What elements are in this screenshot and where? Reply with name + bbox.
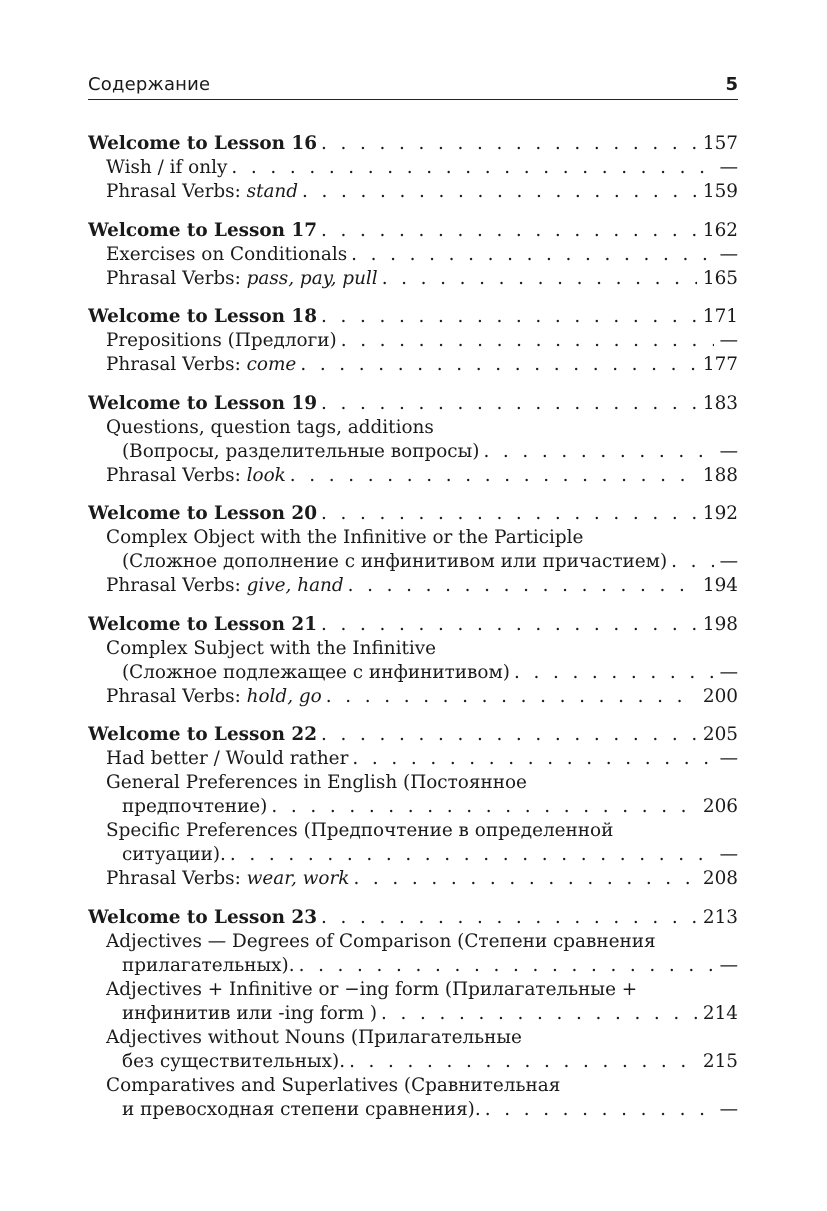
toc-lesson-title [88, 305, 738, 329]
toc-entry-text: и превосходная степени сравнения). [122, 1098, 481, 1120]
toc-entry-text: Adjectives without Nouns (Прилагательные [106, 1026, 522, 1048]
toc-entry-text: ситуации). [122, 844, 226, 865]
dot-leader [349, 867, 696, 891]
dot-leader [322, 685, 697, 709]
toc-entry [88, 685, 738, 709]
toc-lesson-title [88, 219, 738, 243]
toc-entry-text: Prepositions (Предлоги) [106, 330, 337, 351]
dot-leader [317, 305, 697, 329]
running-header [88, 74, 738, 100]
toc-lesson-title [88, 132, 738, 156]
toc-entry-text: предпочтение) [122, 796, 268, 817]
toc-page-number: — [719, 954, 738, 976]
toc-page-number: 215 [702, 1050, 738, 1072]
toc-entry-label [106, 819, 613, 843]
toc-entry-emphasis: give, hand [246, 575, 344, 596]
toc-entry [88, 550, 738, 574]
dot-leader [267, 795, 697, 819]
toc-entry-emphasis: hold, go [246, 685, 322, 707]
toc-page-number: 214 [702, 1002, 738, 1024]
table-of-contents [88, 132, 738, 1136]
toc-entry-label [106, 1074, 560, 1098]
toc-entry [88, 267, 738, 291]
toc-entry-label [88, 305, 317, 329]
toc-lesson-title [88, 906, 738, 930]
toc-entry-label [122, 1098, 481, 1122]
toc-entry-label [106, 267, 378, 291]
toc-entry-text: Welcome to Lesson 18 [88, 306, 318, 327]
dot-leader [317, 906, 697, 930]
toc-group [88, 219, 738, 291]
dot-leader [317, 613, 697, 637]
toc-entry-text: Phrasal Verbs: [106, 354, 247, 375]
toc-entry-text: Phrasal Verbs: [106, 464, 247, 486]
dot-leader [296, 353, 697, 377]
toc-entry-text: Had better / Would rather [106, 748, 349, 769]
toc-entry [88, 795, 738, 819]
toc-entry [88, 867, 738, 891]
toc-entry-label [122, 954, 295, 978]
toc-page-number: — [719, 1098, 738, 1120]
toc-entry-text: без существительных). [122, 1050, 346, 1072]
dot-leader [317, 723, 697, 747]
toc-entry [88, 1026, 738, 1050]
toc-page-number: 177 [702, 354, 738, 375]
toc-entry-text: (Сложное подлежащее с инфинитивом) [122, 661, 510, 683]
toc-entry-label [88, 906, 317, 930]
toc-page-number: 198 [702, 613, 738, 635]
dot-leader [317, 392, 697, 416]
toc-entry-text: Phrasal Verbs: [106, 685, 247, 707]
toc-page-number: 183 [702, 392, 738, 414]
toc-entry-text: Complex Subject with the Infinitive [106, 637, 436, 659]
toc-entry-label [106, 771, 527, 795]
toc-page-number: 208 [702, 868, 738, 889]
toc-entry-text: Welcome to Lesson 20 [88, 503, 318, 524]
header-page-number: 5 [725, 74, 738, 95]
toc-page-number: — [719, 551, 738, 572]
toc-entry [88, 978, 738, 1002]
toc-entry-label [106, 867, 349, 891]
dot-leader [337, 329, 714, 353]
toc-entry-text: инфинитив или -ing form ) [122, 1002, 378, 1024]
toc-entry-text: прилагательных). [122, 954, 295, 976]
toc-entry-text: Phrasal Verbs: [106, 868, 247, 889]
toc-entry-label [106, 180, 298, 204]
dot-leader [286, 464, 697, 488]
toc-page-number: 162 [702, 219, 738, 241]
toc-entry-text: (Сложное дополнение с инфинитивом или причастием) [122, 551, 668, 572]
toc-page-number: — [719, 661, 738, 683]
toc-group [88, 132, 738, 204]
toc-entry-text: Welcome to Lesson 17 [88, 219, 318, 241]
dot-leader [298, 180, 697, 204]
toc-page-number: 194 [702, 575, 738, 596]
toc-entry [88, 329, 738, 353]
toc-entry-emphasis: wear, work [246, 868, 350, 889]
toc-page-number: — [719, 440, 738, 462]
toc-entry-text: Phrasal Verbs: [106, 267, 247, 289]
toc-entry [88, 747, 738, 771]
toc-page-number: — [719, 748, 738, 769]
dot-leader [317, 502, 697, 526]
toc-entry-text: General Preferences in English (Постоянное [106, 772, 527, 793]
dot-leader [344, 574, 697, 598]
toc-page-number: 159 [702, 181, 738, 202]
toc-entry-label [106, 978, 637, 1002]
toc-entry-text: Specific Preferences (Предпочтение в определенной [106, 820, 614, 841]
toc-entry-emphasis: stand [246, 181, 299, 202]
toc-entry-text: Welcome to Lesson 23 [88, 906, 318, 928]
toc-lesson-title [88, 502, 738, 526]
toc-entry-text: Welcome to Lesson 19 [88, 392, 318, 414]
toc-entry-emphasis: pass, pay, pull [246, 267, 378, 289]
toc-entry-text: Exercises on Conditionals [106, 243, 348, 265]
toc-page-number: 205 [702, 724, 738, 745]
toc-entry-label [106, 329, 337, 353]
toc-entry-text: Welcome to Lesson 21 [88, 613, 318, 635]
dot-leader [226, 843, 714, 867]
toc-entry-label [122, 1050, 345, 1074]
toc-group [88, 906, 738, 1122]
toc-entry [88, 930, 738, 954]
toc-page-number: 165 [702, 267, 738, 289]
dot-leader [317, 219, 697, 243]
toc-entry-label [106, 685, 322, 709]
toc-entry-text: (Вопросы, разделительные вопросы) [122, 440, 480, 462]
toc-entry-emphasis: come [246, 354, 297, 375]
toc-entry [88, 1050, 738, 1074]
toc-entry [88, 637, 738, 661]
toc-entry [88, 1002, 738, 1026]
toc-entry-label [106, 574, 344, 598]
header-title: Содержание [88, 74, 211, 95]
toc-page-number: 157 [702, 133, 738, 154]
toc-lesson-title [88, 613, 738, 637]
toc-entry-label [88, 613, 317, 637]
toc-entry-text: Complex Object with the Infinitive or the Participle [106, 527, 584, 548]
dot-leader [481, 1098, 714, 1122]
dot-leader [667, 550, 713, 574]
toc-lesson-title [88, 723, 738, 747]
toc-entry-text: Welcome to Lesson 22 [88, 724, 318, 745]
toc-entry-text: Adjectives — Degrees of Comparison (Степени сравнения [106, 930, 656, 952]
toc-lesson-title [88, 392, 738, 416]
toc-entry-label [106, 637, 436, 661]
toc-entry-label [88, 723, 317, 747]
toc-entry-label [106, 353, 296, 377]
dot-leader [317, 132, 697, 156]
toc-entry-label [106, 243, 347, 267]
toc-entry [88, 353, 738, 377]
toc-entry [88, 440, 738, 464]
toc-entry-text: Adjectives + Infinitive or −ing form (Прилагательные + [106, 978, 638, 1000]
toc-group [88, 392, 738, 488]
toc-page-number: — [719, 157, 738, 178]
dot-leader [510, 661, 714, 685]
toc-page-number: 171 [702, 306, 738, 327]
toc-entry-text: Questions, question tags, additions [106, 416, 434, 438]
toc-page-number: 192 [702, 503, 738, 524]
toc-entry-label [122, 1002, 377, 1026]
dot-leader [348, 747, 713, 771]
toc-entry [88, 156, 738, 180]
toc-entry [88, 1074, 738, 1098]
dot-leader [347, 243, 713, 267]
toc-entry [88, 1098, 738, 1122]
toc-page-number: 188 [702, 464, 738, 486]
toc-entry-label [106, 416, 434, 440]
toc-page-number: 206 [702, 796, 738, 817]
toc-entry [88, 771, 738, 795]
toc-entry-label [106, 930, 656, 954]
toc-entry-label [122, 661, 510, 685]
toc-page-number: 200 [702, 685, 738, 707]
toc-entry-label [88, 132, 317, 156]
toc-entry-label [106, 156, 227, 180]
toc-entry-label [106, 1026, 522, 1050]
dot-leader [295, 954, 714, 978]
toc-entry [88, 574, 738, 598]
toc-entry [88, 843, 738, 867]
toc-group [88, 502, 738, 598]
toc-entry [88, 180, 738, 204]
toc-entry [88, 819, 738, 843]
toc-entry [88, 243, 738, 267]
dot-leader [227, 156, 713, 180]
dot-leader [377, 1002, 697, 1026]
dot-leader [479, 440, 713, 464]
toc-page-number: — [719, 844, 738, 865]
toc-entry-label [106, 747, 348, 771]
toc-entry-text: Phrasal Verbs: [106, 181, 247, 202]
toc-entry-label [88, 392, 317, 416]
toc-entry-label [122, 795, 267, 819]
dot-leader [345, 1050, 697, 1074]
toc-entry [88, 416, 738, 440]
toc-page-number: — [719, 243, 738, 265]
toc-entry-text: Comparatives and Superlatives (Сравнительная [106, 1074, 561, 1096]
dot-leader [378, 267, 697, 291]
toc-group [88, 305, 738, 377]
toc-entry [88, 526, 738, 550]
toc-entry-text: Welcome to Lesson 16 [88, 133, 318, 154]
toc-group [88, 723, 738, 891]
toc-entry [88, 954, 738, 978]
toc-entry-text: Phrasal Verbs: [106, 575, 247, 596]
toc-entry-label [106, 526, 583, 550]
toc-entry-emphasis: look [246, 464, 286, 486]
toc-entry-label [88, 219, 317, 243]
toc-entry-label [122, 843, 226, 867]
toc-page-number: — [719, 330, 738, 351]
toc-entry-label [88, 502, 317, 526]
toc-entry [88, 661, 738, 685]
toc-group [88, 613, 738, 709]
toc-entry [88, 464, 738, 488]
toc-entry-label [122, 550, 667, 574]
toc-page-number: 213 [702, 906, 738, 928]
toc-entry-text: Wish / if only [106, 157, 228, 178]
toc-entry-label [106, 464, 286, 488]
toc-entry-label [122, 440, 479, 464]
